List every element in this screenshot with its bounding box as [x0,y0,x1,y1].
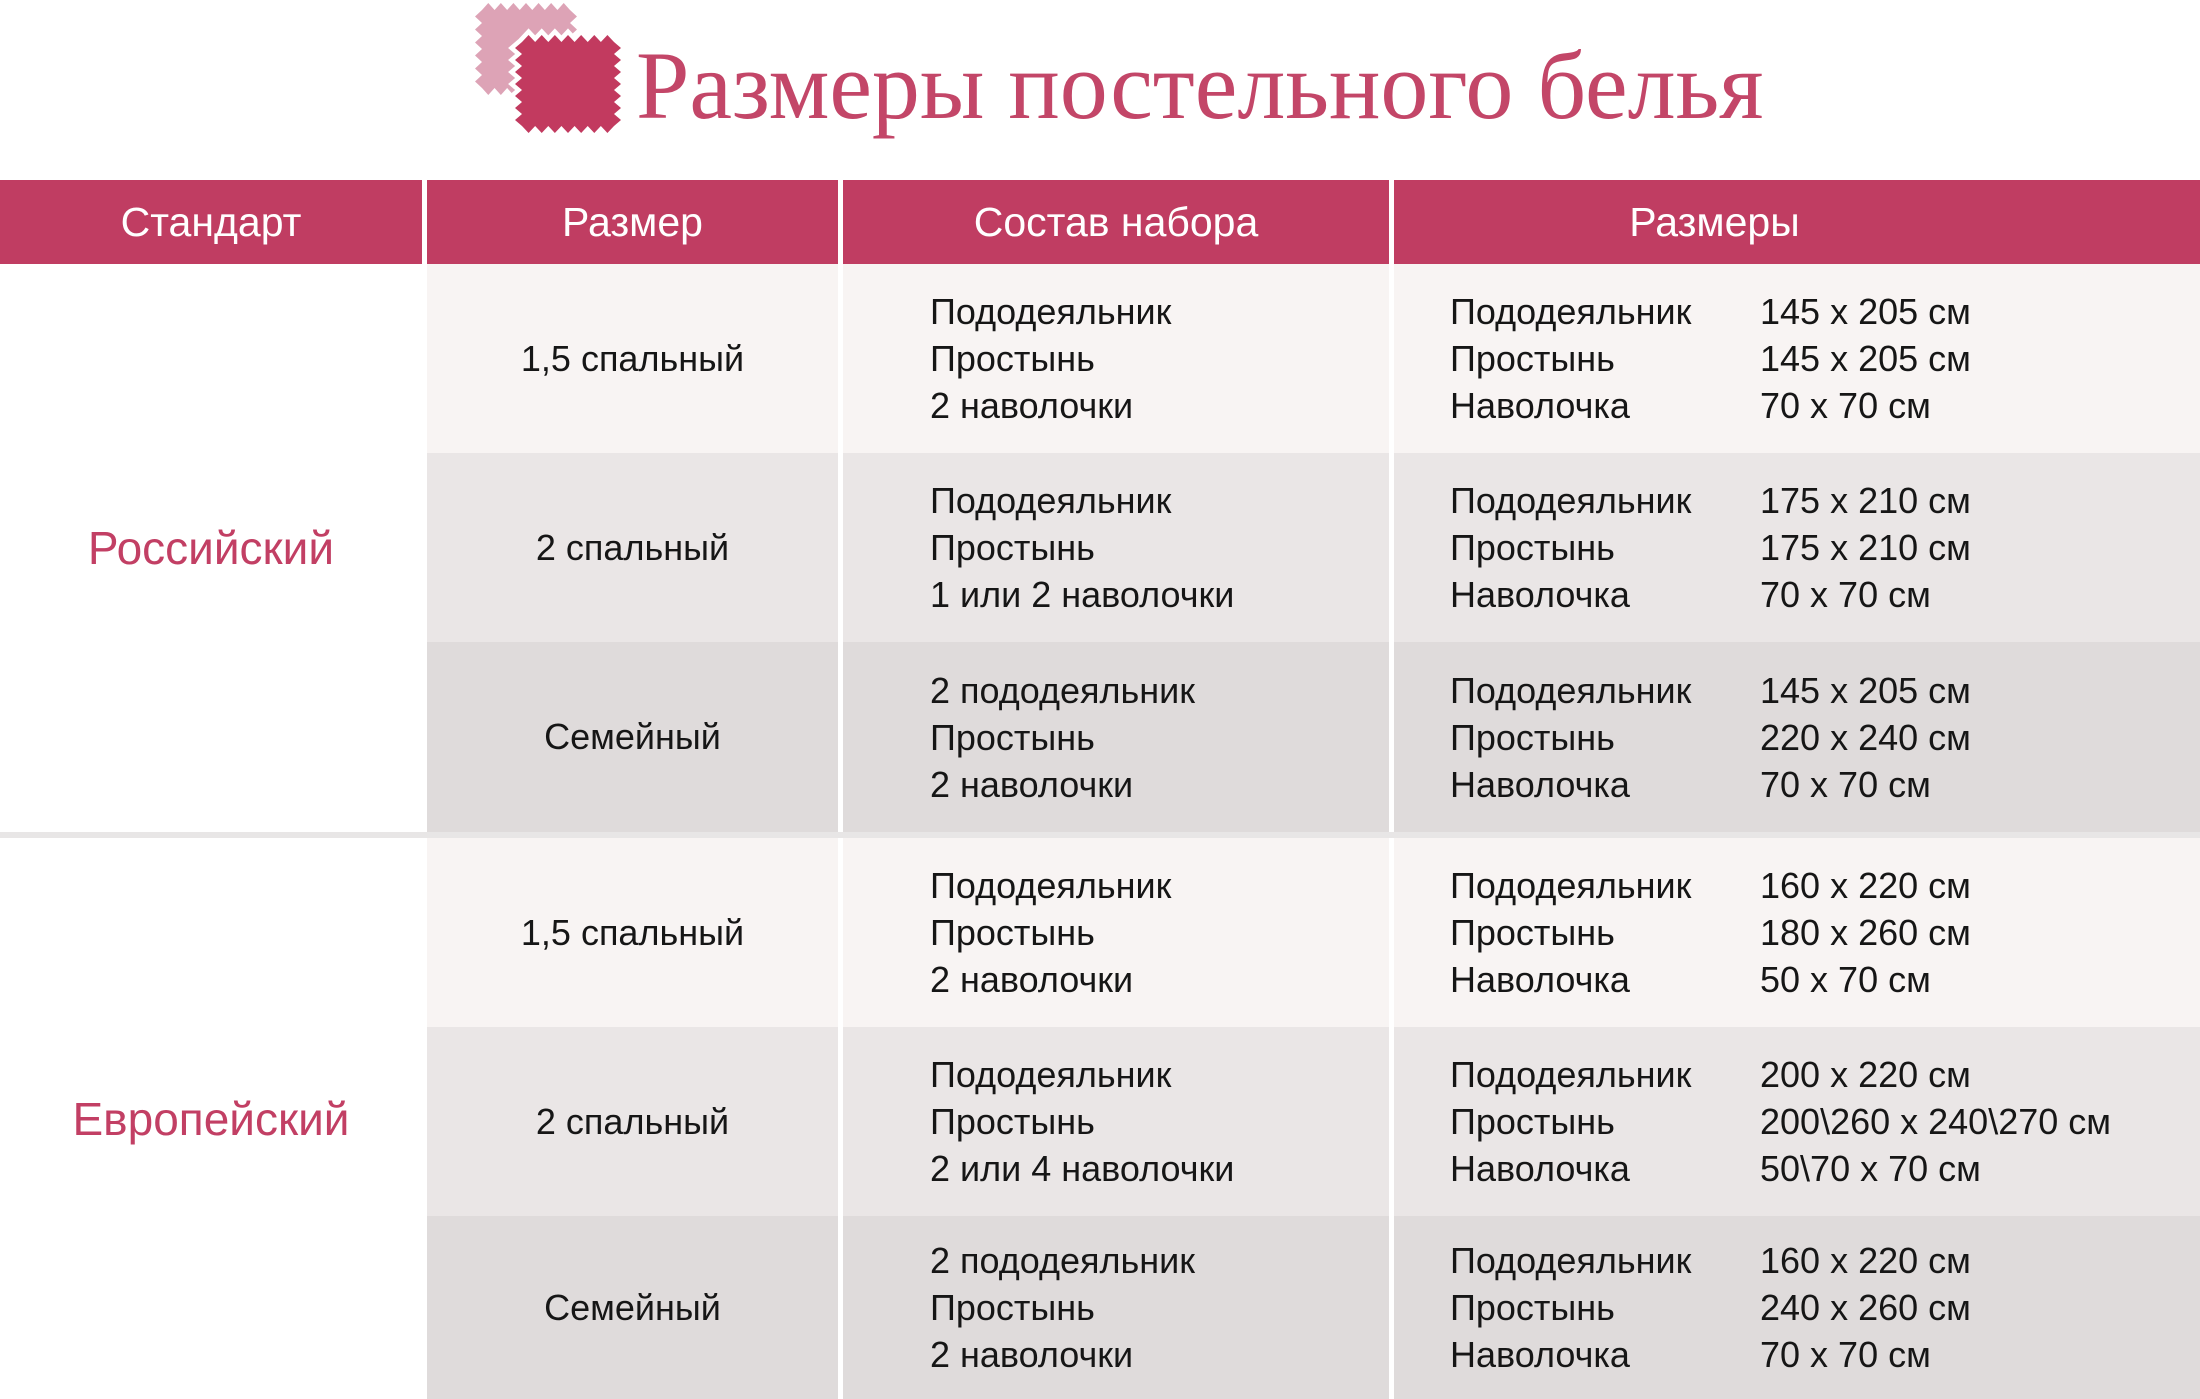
set-line: Пододеяльник [930,865,1172,906]
dimension-row [1450,382,2200,429]
set-line: Простынь [930,912,1095,953]
dimension-item: Пододеяльник [1450,480,1692,521]
set-line: 2 наволочки [930,763,1134,805]
dimension-item: Пододеяльник [1450,291,1692,332]
set-line: 2 наволочки [930,959,1134,1000]
dimension-value: 145 x 205 см [1760,291,1971,332]
set-line: 2 наволочки [930,385,1134,426]
set-line: Пододеяльник [930,480,1172,521]
dimension-item: Наволочка [1450,1148,1630,1189]
set-line: Простынь [930,1101,1095,1142]
dimension-row [1450,1098,2200,1145]
dimension-item: Наволочка [1450,959,1630,1000]
dimension-item: Пододеяльник [1450,1054,1692,1095]
set-line: 2 пододеяльник [930,669,1196,711]
dimension-item: Наволочка [1450,574,1630,615]
column-header-size: Размер [427,180,838,264]
dimension-row [1450,1331,2200,1378]
dimension-item: Пододеяльник [1450,1240,1692,1281]
dimensions-cell [1394,1216,2200,1399]
dimension-value: 70 x 70 см [1760,763,1931,805]
group-label-european: Европейский [0,838,422,1399]
dimensions-cell [1394,453,2200,642]
set-line: Пододеяльник [930,291,1172,332]
size-cell: Семейный [427,1216,838,1399]
set-line: Простынь [930,338,1095,379]
dimension-row [1450,571,2200,618]
dimension-row [1450,1051,2200,1098]
dimension-item: Простынь [1450,1101,1615,1142]
dimension-value: 70 x 70 см [1760,385,1931,426]
dimension-row [1450,909,2200,956]
dimension-value: 220 x 240 см [1760,716,1971,758]
column-header-set: Состав набора [843,180,1389,264]
dimension-item: Простынь [1450,527,1615,568]
dimension-row [1450,1145,2200,1192]
dimension-value: 175 x 210 см [1760,480,1971,521]
set-line: 1 или 2 наволочки [930,574,1235,615]
column-header-standard: Стандарт [0,180,422,264]
dimension-item: Простынь [1450,716,1615,758]
dimension-value: 70 x 70 см [1760,574,1931,615]
size-cell: 1,5 спальный [427,264,838,453]
dimension-row [1450,1237,2200,1284]
dimension-value: 50 x 70 см [1760,959,1931,1000]
column-header-dimensions: Размеры [1394,180,2200,264]
size-cell: 1,5 спальный [427,838,838,1027]
dimension-value: 200\260 x 240\270 см [1760,1101,2112,1142]
dimension-value: 180 x 260 см [1760,912,1971,953]
dimension-row [1450,477,2200,524]
bedding-size-table [0,180,2200,1399]
dimension-item: Пододеяльник [1450,669,1692,711]
dimension-row [1450,667,2200,714]
front-swatch-shape [515,35,621,133]
size-cell: 2 спальный [427,1027,838,1216]
set-line: 2 или 4 наволочки [930,1148,1235,1189]
dimension-value: 50\70 x 70 см [1760,1148,1981,1189]
dimension-item: Пододеяльник [1450,865,1692,906]
dimension-item: Наволочка [1450,385,1630,426]
dimension-item: Простынь [1450,338,1615,379]
dimension-item: Наволочка [1450,763,1630,805]
title-bar [0,0,2200,180]
dimension-row [1450,862,2200,909]
dimension-value: 240 x 260 см [1760,1287,1971,1328]
set-line: 2 пододеяльник [930,1240,1196,1281]
set-cell [843,453,1389,642]
set-cell [843,264,1389,453]
dimension-row [1450,1284,2200,1331]
dimension-value: 145 x 205 см [1760,338,1971,379]
dimension-item: Простынь [1450,912,1615,953]
set-cell [843,838,1389,1027]
dimension-value: 145 x 205 см [1760,669,1971,711]
set-cell [843,1027,1389,1216]
set-line: Простынь [930,1287,1095,1328]
dimensions-cell [1394,1027,2200,1216]
dimension-item: Простынь [1450,1287,1615,1328]
dimension-value: 160 x 220 см [1760,1240,1971,1281]
dimension-item: Наволочка [1450,1334,1630,1375]
dimension-value: 200 x 220 см [1760,1054,1971,1095]
set-cell [843,1216,1389,1399]
dimension-value: 175 x 210 см [1760,527,1971,568]
dimension-row [1450,524,2200,571]
dimension-value: 70 x 70 см [1760,1334,1931,1375]
dimension-row [1450,761,2200,808]
dimension-row [1450,714,2200,761]
dimensions-cell [1394,264,2200,453]
dimension-value: 160 x 220 см [1760,865,1971,906]
dimensions-cell [1394,642,2200,832]
group-label-russian: Российский [0,264,422,832]
dimension-row [1450,288,2200,335]
page-title: Размеры постельного белья [636,32,1764,139]
size-cell: Семейный [427,642,838,832]
size-cell: 2 спальный [427,453,838,642]
dimension-row [1450,956,2200,1003]
set-line: Простынь [930,716,1095,758]
dimensions-cell [1394,838,2200,1027]
set-line: Пододеяльник [930,1054,1172,1095]
set-cell [843,642,1389,832]
set-line: Простынь [930,527,1095,568]
fabric-swatches-icon [468,0,628,140]
dimension-row [1450,335,2200,382]
set-line: 2 наволочки [930,1334,1134,1375]
